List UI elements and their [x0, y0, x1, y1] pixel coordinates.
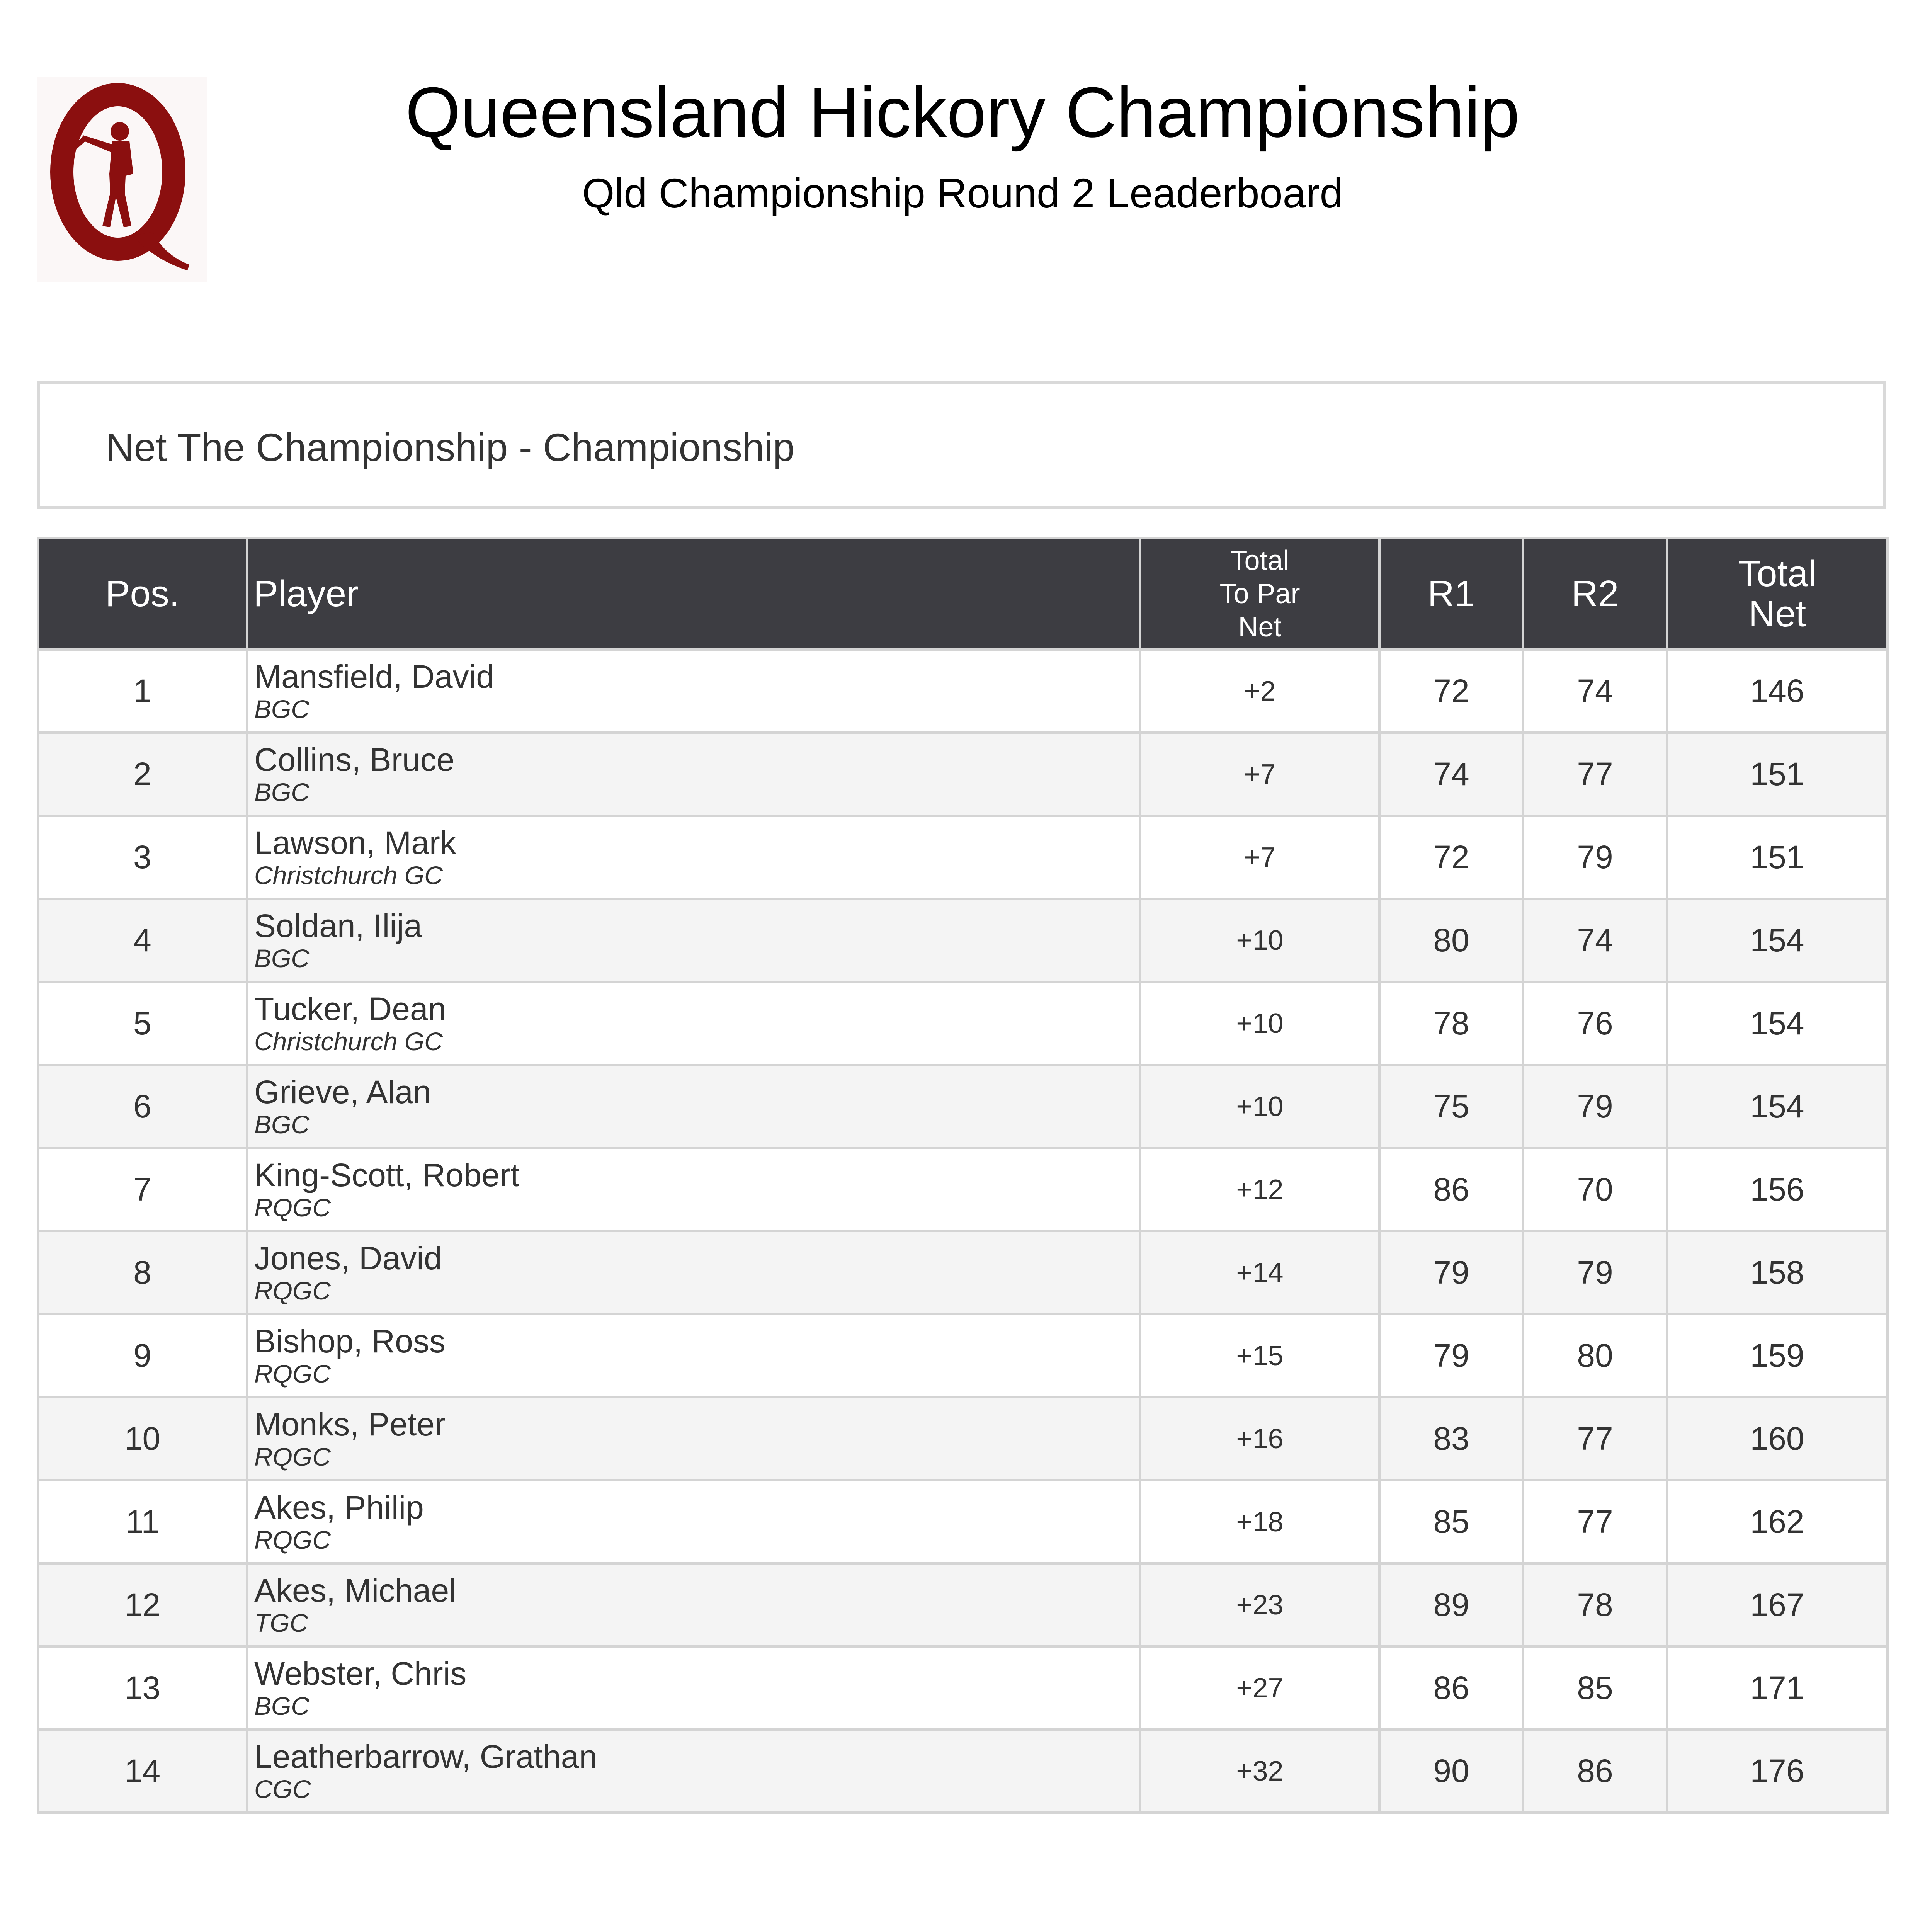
- player-club: BGC: [254, 694, 310, 723]
- cell-player: [247, 733, 1140, 816]
- cell-r1: 78: [1379, 982, 1523, 1065]
- column-header-topar-line1: Total: [1230, 545, 1289, 576]
- column-header-total-net: [1667, 538, 1888, 650]
- cell-topar: +7: [1140, 816, 1379, 899]
- column-header-total-to-par-net: [1140, 538, 1379, 650]
- cell-pos: 10: [38, 1397, 247, 1480]
- cell-total: 176: [1667, 1730, 1888, 1813]
- player-name: Akes, Michael: [254, 1572, 456, 1609]
- cell-total: 146: [1667, 650, 1888, 733]
- table-row: [38, 816, 1888, 899]
- cell-r1: 79: [1379, 1231, 1523, 1314]
- table-row: [38, 1646, 1888, 1730]
- cell-pos: 5: [38, 982, 247, 1065]
- cell-total: 151: [1667, 816, 1888, 899]
- player-club: RQGC: [254, 1525, 331, 1554]
- player-club: RQGC: [254, 1193, 331, 1222]
- cell-total: 154: [1667, 1065, 1888, 1148]
- player-club: Christchurch GC: [254, 861, 443, 889]
- cell-total: 160: [1667, 1397, 1888, 1480]
- cell-r2: 77: [1523, 1397, 1667, 1480]
- cell-r1: 90: [1379, 1730, 1523, 1813]
- table-row: [38, 899, 1888, 982]
- cell-r1: 83: [1379, 1397, 1523, 1480]
- cell-player: [247, 982, 1140, 1065]
- cell-topar: +23: [1140, 1563, 1379, 1646]
- cell-pos: 13: [38, 1646, 247, 1730]
- cell-total: 151: [1667, 733, 1888, 816]
- cell-topar: +10: [1140, 1065, 1379, 1148]
- player-name: Akes, Philip: [254, 1489, 424, 1526]
- cell-player: [247, 1148, 1140, 1231]
- cell-r2: 77: [1523, 1480, 1667, 1563]
- cell-total: 162: [1667, 1480, 1888, 1563]
- player-name: Jones, David: [254, 1240, 442, 1276]
- cell-player: [247, 1646, 1140, 1730]
- cell-pos: 3: [38, 816, 247, 899]
- cell-r1: 72: [1379, 816, 1523, 899]
- cell-topar: +16: [1140, 1397, 1379, 1480]
- player-club: CGC: [254, 1774, 311, 1803]
- cell-pos: 9: [38, 1314, 247, 1397]
- table-row: [38, 1231, 1888, 1314]
- table-header-row: [38, 538, 1888, 650]
- cell-topar: +10: [1140, 982, 1379, 1065]
- cell-topar: +15: [1140, 1314, 1379, 1397]
- player-club: BGC: [254, 1691, 310, 1720]
- player-club: BGC: [254, 1110, 310, 1139]
- cell-pos: 14: [38, 1730, 247, 1813]
- cell-r2: 80: [1523, 1314, 1667, 1397]
- column-header-total-line1: Total: [1738, 553, 1816, 594]
- column-header-pos: Pos.: [38, 538, 247, 650]
- cell-r1: 80: [1379, 899, 1523, 982]
- column-header-player: Player: [247, 538, 1140, 650]
- cell-topar: +2: [1140, 650, 1379, 733]
- column-header-r1: R1: [1379, 538, 1523, 650]
- cell-r2: 79: [1523, 1231, 1667, 1314]
- player-name: Tucker, Dean: [254, 990, 446, 1027]
- cell-pos: 12: [38, 1563, 247, 1646]
- cell-player: [247, 816, 1140, 899]
- cell-r1: 74: [1379, 733, 1523, 816]
- cell-pos: 4: [38, 899, 247, 982]
- cell-pos: 8: [38, 1231, 247, 1314]
- player-club: BGC: [254, 777, 310, 806]
- player-club: Christchurch GC: [254, 1027, 443, 1056]
- cell-r1: 72: [1379, 650, 1523, 733]
- player-club: RQGC: [254, 1442, 331, 1471]
- column-header-total-line2: Net: [1748, 593, 1806, 634]
- player-name: Bishop, Ross: [254, 1323, 446, 1359]
- cell-player: [247, 1730, 1140, 1813]
- cell-pos: 6: [38, 1065, 247, 1148]
- player-name: Leatherbarrow, Grathan: [254, 1738, 597, 1775]
- table-row: [38, 1480, 1888, 1563]
- player-name: Soldan, Ilija: [254, 907, 422, 944]
- table-row: [38, 1148, 1888, 1231]
- cell-r2: 70: [1523, 1148, 1667, 1231]
- player-name: Lawson, Mark: [254, 824, 456, 861]
- table-row: [38, 733, 1888, 816]
- player-club: TGC: [254, 1608, 308, 1637]
- player-name: Mansfield, David: [254, 658, 494, 695]
- table-row: [38, 1730, 1888, 1813]
- cell-r2: 85: [1523, 1646, 1667, 1730]
- player-name: Monks, Peter: [254, 1406, 446, 1442]
- cell-total: 156: [1667, 1148, 1888, 1231]
- player-name: King-Scott, Robert: [254, 1156, 520, 1193]
- cell-total: 154: [1667, 899, 1888, 982]
- cell-player: [247, 1563, 1140, 1646]
- cell-r2: 74: [1523, 650, 1667, 733]
- cell-player: [247, 1065, 1140, 1148]
- cell-pos: 2: [38, 733, 247, 816]
- cell-topar: +18: [1140, 1480, 1379, 1563]
- cell-r1: 86: [1379, 1148, 1523, 1231]
- cell-topar: +12: [1140, 1148, 1379, 1231]
- page-title: Queensland Hickory Championship: [405, 72, 1520, 152]
- cell-pos: 7: [38, 1148, 247, 1231]
- player-name: Grieve, Alan: [254, 1073, 431, 1110]
- cell-r2: 79: [1523, 1065, 1667, 1148]
- cell-pos: 11: [38, 1480, 247, 1563]
- player-club: RQGC: [254, 1276, 331, 1305]
- table-row: [38, 1563, 1888, 1646]
- cell-r2: 79: [1523, 816, 1667, 899]
- page-subtitle: Qld Championship Round 2 Leaderboard: [582, 170, 1343, 216]
- player-name: Collins, Bruce: [254, 741, 455, 778]
- table-row: [38, 1065, 1888, 1148]
- cell-r1: 85: [1379, 1480, 1523, 1563]
- section-title: Net The Championship - Championship: [105, 425, 795, 469]
- cell-player: [247, 1231, 1140, 1314]
- cell-total: 158: [1667, 1231, 1888, 1314]
- cell-topar: +27: [1140, 1646, 1379, 1730]
- cell-r1: 86: [1379, 1646, 1523, 1730]
- cell-r1: 79: [1379, 1314, 1523, 1397]
- cell-topar: +7: [1140, 733, 1379, 816]
- cell-player: [247, 1480, 1140, 1563]
- cell-r1: 89: [1379, 1563, 1523, 1646]
- column-header-topar-line2: To Par: [1219, 578, 1300, 609]
- table-row: [38, 1314, 1888, 1397]
- leaderboard-table: [37, 537, 1889, 1814]
- cell-r2: 77: [1523, 733, 1667, 816]
- cell-r2: 76: [1523, 982, 1667, 1065]
- cell-total: 167: [1667, 1563, 1888, 1646]
- cell-total: 171: [1667, 1646, 1888, 1730]
- cell-r1: 75: [1379, 1065, 1523, 1148]
- cell-player: [247, 1314, 1140, 1397]
- column-header-r2: R2: [1523, 538, 1667, 650]
- player-club: BGC: [254, 944, 310, 973]
- cell-topar: +14: [1140, 1231, 1379, 1314]
- cell-r2: 74: [1523, 899, 1667, 982]
- cell-topar: +10: [1140, 899, 1379, 982]
- player-name: Webster, Chris: [254, 1655, 467, 1692]
- cell-player: [247, 899, 1140, 982]
- cell-r2: 86: [1523, 1730, 1667, 1813]
- cell-total: 159: [1667, 1314, 1888, 1397]
- cell-topar: +32: [1140, 1730, 1379, 1813]
- table-row: [38, 650, 1888, 733]
- table-row: [38, 982, 1888, 1065]
- table-row: [38, 1397, 1888, 1480]
- cell-player: [247, 650, 1140, 733]
- cell-player: [247, 1397, 1140, 1480]
- player-club: RQGC: [254, 1359, 331, 1388]
- cell-r2: 78: [1523, 1563, 1667, 1646]
- section-header: [37, 381, 1886, 509]
- cell-total: 154: [1667, 982, 1888, 1065]
- cell-pos: 1: [38, 650, 247, 733]
- column-header-topar-line3: Net: [1238, 612, 1282, 643]
